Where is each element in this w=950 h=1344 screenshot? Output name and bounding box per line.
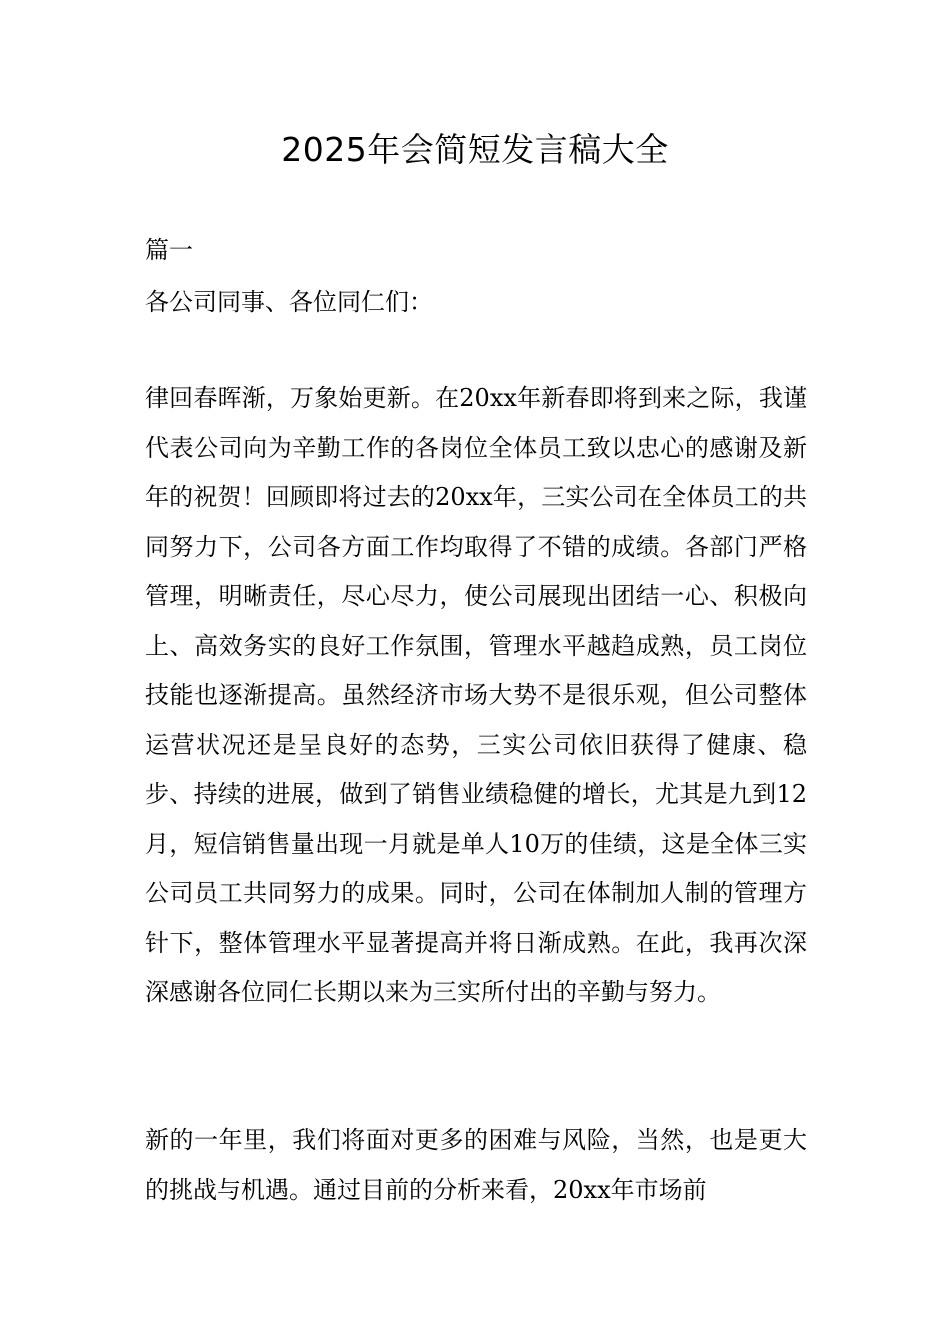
paragraph: 律回春晖渐，万象始更新。在20xx年新春即将到来之际，我谨代表公司向为辛勤工作的各岗位全体员工致以忠心的感谢及新年的祝贺！回顾即将过去的20xx年，三实公司在全体员工的共同努力下，公司各方面工作均取得了不错的成绩。各部门严格管理，明晰责任，尽心尽力，使公司展现出团结一心、积极向上、高效务实的良好工作氛围，管理水平越趋成熟，员工岗位技能也逐渐提高。虽然经济市场大势不是很乐观，但公司整体运营状况还是呈良好的态势，三实公司依旧获得了健康、稳步、持续的进展，做到了销售业绩稳健的增长，尤其是九到12月，短信销售量出现一月就是单人10万的佳绩，这是全体三实公司员工共同努力的成果。同时，公司在体制加人制的管理方针下，整体管理水平显著提高并将日渐成熟。在此，我再次深深感谢各位同仁长期以来为三实所付出的辛勤与努力。 — [145, 384, 807, 1006]
salutation: 各公司同事、各位同仁们： — [145, 288, 433, 316]
section-label: 篇一 — [145, 236, 193, 264]
document-title: 2025年会简短发言稿大全 — [281, 130, 669, 169]
paragraph: 新的一年里，我们将面对更多的困难与风险，当然，也是更大的挑战与机遇。通过目前的分析来看，20xx年市场前 — [145, 1126, 807, 1204]
